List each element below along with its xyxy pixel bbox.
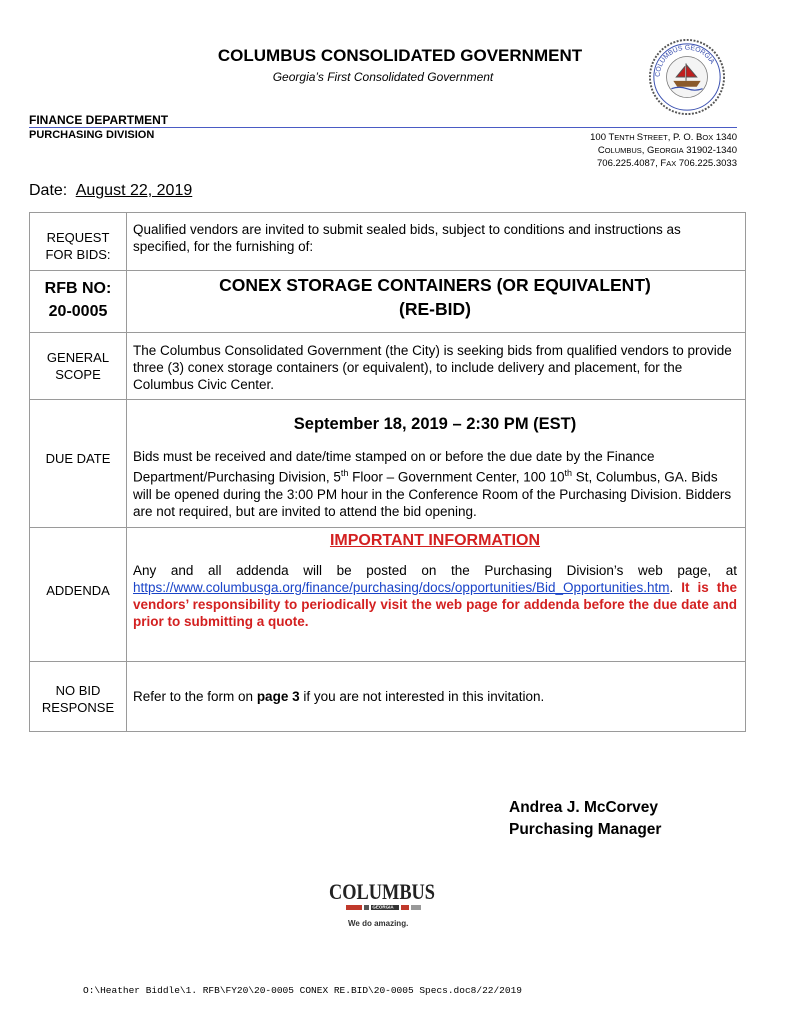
department-name: FINANCE DEPARTMENT: [29, 113, 169, 127]
due-date-heading: September 18, 2019 – 2:30 PM (EST): [293, 415, 577, 433]
logo-word: COLUMBUS: [329, 879, 435, 904]
date-row: [29, 182, 192, 200]
date-value: August 22, 2019: [75, 182, 193, 199]
seal-text: COLUMBUS GEORGIA: [654, 44, 716, 78]
scope-text: The Columbus Consolidated Government (the City) is seeking bids from qualified vendors to provide three (3) conex storage containers (or equivalent), to include delivery and placement, for the Columbus Civic Center.: [127, 333, 746, 400]
important-info-heading: IMPORTANT INFORMATION: [329, 532, 541, 549]
row-no-bid: [30, 662, 746, 732]
addenda-content: [127, 528, 746, 662]
logo-state: GEORGIA: [372, 904, 394, 910]
city-seal-icon: [648, 38, 726, 116]
row-scope: [30, 333, 746, 400]
addenda-text: Any and all addenda will be posted on the Purchasing Division’s web page, at https://www.columbusga.org/finance/purchasing/docs/opportunities/Bid_Opportunities.htm. It is the vendors’ responsibility to periodically visit the web page for addenda before the due date and prior to submitting a quote.: [133, 563, 737, 629]
scope-label: GENERAL SCOPE: [30, 333, 127, 400]
no-bid-text: Refer to the form on page 3 if you are not interested in this invitation.: [127, 662, 746, 732]
due-date-label: DUE DATE: [30, 400, 127, 528]
signer-name: Andrea J. McCorvey: [509, 799, 659, 816]
address-phone: 706.225.4087, FAX 706.225.3033: [597, 158, 737, 169]
header-title: COLUMBUS CONSOLIDATED GOVERNMENT: [217, 46, 583, 65]
address-street: 100 TENTH STREET, P. O. BOX 1340: [590, 132, 737, 143]
header-subtitle: Georgia’s First Consolidated Government: [272, 70, 494, 84]
file-path-footer: O:\Heather Biddle\1. RFB\FY20\20-0005 CONEX RE.BID\20-0005 Specs.doc8/22/2019: [83, 985, 522, 996]
bid-opportunities-link[interactable]: https://www.columbusga.org/finance/purchasing/docs/opportunities/Bid_Opportunities.htm: [133, 580, 670, 595]
due-date-content: [127, 400, 746, 528]
no-bid-label: NO BID RESPONSE: [30, 662, 127, 732]
addenda-warning: It is the vendors’ responsibility to periodically visit the web page for addenda before the due date and prior to submitting a quote.: [133, 580, 737, 629]
date-label: Date:: [29, 182, 68, 199]
addenda-label: ADDENDA: [30, 528, 127, 662]
address-city: COLUMBUS, GEORGIA 31902-1340: [597, 145, 737, 156]
division-name: PURCHASING DIVISION: [29, 129, 155, 141]
rfb-title: CONEX STORAGE CONTAINERS (OR EQUIVALENT) (RE-BID): [127, 271, 746, 333]
request-text: Qualified vendors are invited to submit sealed bids, subject to conditions and instructions as specified, for the furnishing of:: [127, 213, 746, 271]
row-request: [30, 213, 746, 271]
row-rfb: [30, 271, 746, 333]
rfb-label: RFB NO: 20-0005: [30, 271, 127, 333]
address-block: [520, 131, 737, 170]
header-divider: [29, 127, 737, 128]
logo-tagline: We do amazing.: [348, 919, 409, 928]
row-due-date: [30, 400, 746, 528]
row-addenda: [30, 528, 746, 662]
signer-title: Purchasing Manager: [509, 821, 662, 838]
columbus-logo-icon: [326, 875, 441, 935]
bid-info-table: [29, 212, 746, 732]
request-label: REQUEST FOR BIDS:: [30, 213, 127, 271]
due-date-text: Bids must be received and date/time stamped on or before the due date by the Finance Department/Purchasing Division, 5th Floor – Government Center, 100 10th St, Columbus, GA. Bids will be opened during the 3:00 PM hour in the Conference Room of the Purchasing Division. Bidders are not required, but are invited to attend the bid opening.: [133, 449, 732, 519]
